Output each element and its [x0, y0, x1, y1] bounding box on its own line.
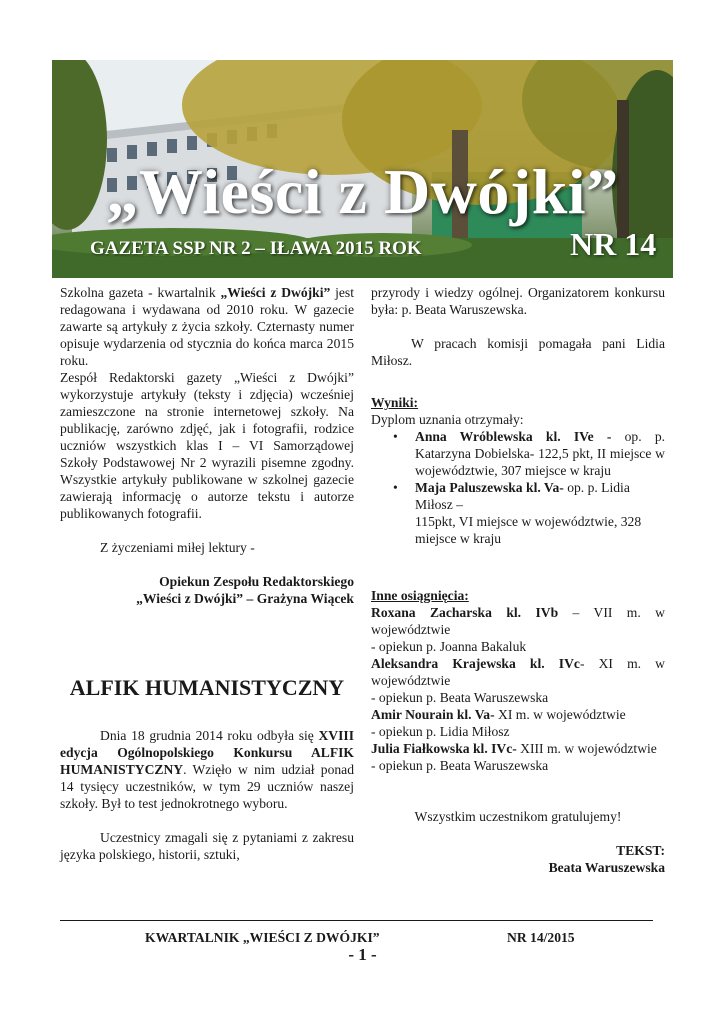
signature-line-1: Opiekun Zespołu Redaktorskiego [159, 574, 354, 589]
diploma-line: Dyplom uznania otrzymały: [371, 412, 524, 427]
winner-name: Anna Wróblewska kl. IVe - [415, 429, 612, 444]
student-name: Amir Nourain kl. Va- [371, 707, 495, 722]
bullet-icon: • [393, 480, 398, 495]
footer-issue: NR 14/2015 [507, 930, 575, 945]
mentor-line: - opiekun p. Joanna Bakaluk [371, 639, 527, 654]
student-name: Julia Fiałkowska kl. IVc- [371, 741, 517, 756]
article-paragraph-1 [60, 727, 354, 812]
intro-text-cont: jest redagowana i wydawana od 2010 roku. W gazecie zawarte są artykuły z życia szkoły. Czternasty numer opisuje wydarzenia od stycznia do końca marca 2015 roku. [60, 285, 354, 368]
student-name: Roxana Zacharska kl. IVb [371, 605, 559, 620]
author-label: TEKST: [616, 843, 665, 858]
left-column [60, 284, 354, 863]
signature-line-2: „Wieści z Dwójki” – Grażyna Wiącek [136, 591, 354, 606]
editorial-paragraph: Zespół Redaktorski gazety „Wieści z Dwójki” wykorzystuje artykuły (teksty i zdjęcia) wcześniej zamieszczone na stronie internetowej szkoły. Na publikację, zarówno zdjęć, jak i fotografii, rodzice uczniów wszystkich klas I – VI Samorządowej Szkoły Podstawowej Nr 2 wyrazili pisemne zgodny. Wszystkie artykuły publikowane w szkolnej gazecie zawierają informację o autorze tekstu i autorze publikowanych fotografii. [60, 370, 354, 521]
committee-paragraph: W pracach komisji pomagała pani Lidia Miłosz. [371, 336, 665, 368]
congratulations-line: Wszystkim uczestnikom gratulujemy! [414, 809, 622, 824]
bullet-icon: • [393, 429, 398, 444]
winner-details: op. p. Katarzyna Dobielska- 122,5 pkt, II miejsce w województwie, 307 miejsce w kraju [415, 429, 666, 478]
winner-details: op. p. Lidia Miłosz – [415, 480, 630, 512]
achievement-item [371, 604, 665, 638]
other-achievements-heading: Inne osiągnięcia: [371, 588, 469, 603]
article-paragraph-2: Uczestnicy zmagali się z pytaniami z zakresu języka polskiego, historii, sztuki, [60, 830, 354, 862]
masthead-title: „Wieści z Dwójki” [106, 156, 619, 227]
page-number: - 1 - [348, 945, 377, 964]
intro-text: Szkolna gazeta - kwartalnik [60, 285, 221, 300]
wishes-line: Z życzeniami miłej lektury - [100, 540, 255, 555]
magazine-name: „Wieści z Dwójki” [220, 285, 331, 300]
student-name: Aleksandra Krajewska kl. IVc [371, 656, 580, 671]
issue-number: NR 14 [570, 226, 657, 262]
mentor-line: - opiekun p. Lidia Miłosz [371, 724, 510, 739]
list-item [371, 479, 665, 547]
winner-name: Maja Paluszewska kl. Va- [415, 480, 564, 495]
article-text: Dnia 18 grudnia 2014 roku odbyła się [100, 728, 319, 743]
intro-paragraph [60, 284, 354, 369]
achievement-text: XIII m. w województwie [516, 741, 657, 756]
achievement-item [371, 740, 665, 757]
author-name: Beata Waruszewska [548, 860, 665, 875]
masthead-subtitle: GAZETA SSP NR 2 – IŁAWA 2015 ROK [90, 238, 422, 259]
achievement-item [371, 655, 665, 689]
article-heading: ALFIK HUMANISTYCZNY [69, 675, 345, 700]
winners-list [371, 428, 665, 547]
contest-name: XVIII edycja Ogólnopolskiego Konkursu ALFIK HUMANISTYCZNY [60, 728, 354, 777]
right-column [371, 284, 665, 876]
achievement-text: - XI m. w województwie [371, 656, 665, 688]
mentor-line: - opiekun p. Beata Waruszewska [371, 758, 549, 773]
list-item [371, 428, 665, 479]
achievement-text: – VII m. w województwie [371, 605, 665, 637]
mentor-line: - opiekun p. Beata Waruszewska [371, 690, 549, 705]
footer-magazine: KWARTALNIK „WIEŚCI Z DWÓJKI” [145, 930, 380, 945]
winner-details-cont: 115pkt, VI miejsce w województwie, 328 miejsce w kraju [415, 514, 642, 546]
article-text-cont: . Wzięło w nim udział ponad 14 tysięcy uczestników, w tym 29 uczniów naszej szkoły. Był to test jednokrotnego wyboru. [60, 762, 354, 811]
footer-divider [60, 920, 653, 921]
achievement-item [371, 706, 665, 723]
header-banner [52, 60, 673, 278]
article-continuation: przyrody i wiedzy ogólnej. Organizatorem konkursu była: p. Beata Waruszewska. [371, 285, 665, 317]
achievement-text: XI m. w województwie [494, 707, 626, 722]
results-heading: Wyniki: [371, 395, 419, 410]
